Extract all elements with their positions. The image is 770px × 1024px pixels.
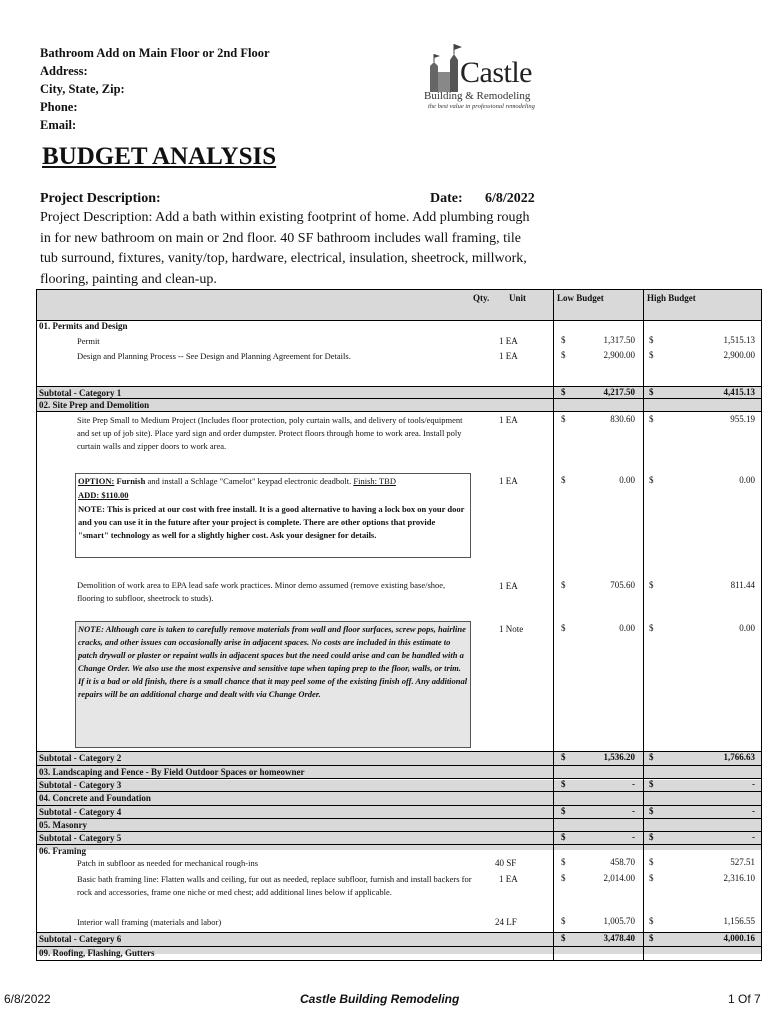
- currency-sign: $: [649, 933, 654, 943]
- col-divider-low: [553, 290, 554, 960]
- cat3-title: 03. Landscaping and Fence - By Field Outdoor Spaces or homeowner: [39, 767, 305, 777]
- header-email: Email:: [40, 118, 77, 132]
- cat9-title: 09. Roofing, Flashing, Gutters: [39, 948, 155, 958]
- currency-sign: $: [561, 779, 566, 789]
- cat2-item2-qty: 1 EA: [499, 581, 518, 591]
- cat2-option-low: 0.00: [619, 475, 635, 485]
- option-add: ADD: $110.00: [78, 490, 129, 500]
- currency-sign: $: [649, 335, 654, 345]
- project-description-label: Project Description:: [40, 191, 161, 206]
- cat2-option-qty: 1 EA: [499, 476, 518, 486]
- option-finish: Finish: TBD: [353, 476, 396, 486]
- cat2-subtotal-high: 1,766.63: [723, 752, 755, 762]
- cat1-item2-high: 2,900.00: [723, 350, 755, 360]
- currency-sign: $: [649, 752, 654, 762]
- header-phone: Phone:: [40, 100, 78, 114]
- budget-table: [36, 289, 762, 961]
- currency-sign: $: [649, 387, 654, 397]
- cat2-option-high: 0.00: [739, 475, 755, 485]
- currency-sign: $: [561, 387, 566, 397]
- cat2-item2-desc: Demolition of work area to EPA lead safe work practices. Minor demo assumed (remove existing base/shoe, flooring to subfloor, sheetrock to studs).: [77, 580, 446, 603]
- project-description-text: Project Description: Add a bath within existing footprint of home. Add plumbing rough in for new bathroom on main or 2nd floor. 40 SF bathroom includes wall framing, tile tub surround, fixtures, vanity/top, hardware, electrical, insulation, sheetrock, millwork, flooring, painting and clean-up.: [40, 210, 530, 287]
- currency-sign: $: [561, 580, 566, 590]
- logo-subtitle: Building & Remodeling: [424, 90, 531, 102]
- cat6-item1-desc: Patch in subfloor as needed for mechanical rough-ins: [77, 858, 259, 868]
- currency-sign: $: [561, 475, 566, 485]
- col-qty: Qty.: [473, 293, 490, 303]
- col-low-budget: Low Budget: [557, 293, 604, 303]
- cat2-title: 02. Site Prep and Demolition: [39, 400, 150, 410]
- cat1-item1-low: 1,317.50: [603, 335, 635, 345]
- cat1-item2-low: 2,900.00: [603, 350, 635, 360]
- option-text: and install a Schlage "Camelot" keypad electronic deadbolt.: [145, 476, 354, 486]
- cat2-item1-qty: 1 EA: [499, 415, 518, 425]
- rule: [37, 818, 761, 819]
- rule: [37, 320, 761, 321]
- company-logo: [420, 42, 550, 114]
- cat1-item1-qty: 1 EA: [499, 336, 518, 346]
- cat2-item2-low: 705.60: [610, 580, 635, 590]
- cat4-subtotal-label: Subtotal - Category 4: [39, 807, 122, 817]
- currency-sign: $: [561, 857, 566, 867]
- currency-sign: $: [561, 414, 566, 424]
- damage-note-box: [75, 621, 471, 748]
- cat2-note-qty: 1 Note: [499, 624, 524, 634]
- cat6-item2-high: 2,316.10: [723, 873, 755, 883]
- cat3-subtotal-low: -: [632, 779, 635, 789]
- currency-sign: $: [561, 335, 566, 345]
- cat2-note-low: 0.00: [619, 623, 635, 633]
- col-divider-high: [643, 290, 644, 960]
- col-high-budget: High Budget: [647, 293, 696, 303]
- currency-sign: $: [561, 832, 566, 842]
- footer-company: Castle Building Remodeling: [300, 992, 460, 1006]
- currency-sign: $: [561, 350, 566, 360]
- cat5-subtotal-high: -: [752, 832, 755, 842]
- currency-sign: $: [649, 857, 654, 867]
- currency-sign: $: [561, 806, 566, 816]
- option-furnish: Furnish: [116, 476, 146, 486]
- cat1-item1-high: 1,515.13: [723, 335, 755, 345]
- cat1-subtotal-label: Subtotal - Category 1: [39, 388, 122, 398]
- header-address: Address:: [40, 64, 88, 78]
- cat2-subtotal-low: 1,536.20: [603, 752, 635, 762]
- cat2-item2-high: 811.44: [730, 580, 755, 590]
- cat1-item1-desc: Permit: [77, 336, 100, 346]
- cat6-item1-high: 527.51: [730, 857, 755, 867]
- currency-sign: $: [561, 933, 566, 943]
- cat6-item3-low: 1,005.70: [603, 916, 635, 926]
- currency-sign: $: [649, 475, 654, 485]
- cat1-subtotal-high: 4,415.13: [723, 387, 755, 397]
- header-block: [40, 44, 270, 134]
- currency-sign: $: [649, 832, 654, 842]
- col-unit: Unit: [509, 293, 527, 303]
- currency-sign: $: [649, 779, 654, 789]
- option-deadbolt-box: [75, 473, 471, 558]
- cat2-item1-desc: Site Prep Small to Medium Project (Includes floor protection, poly curtain walls, and delivery of tools/equipment and set up of job site). Place yard sign and order dumpster. Protect floors through home to work area. Install poly curtain walls and zipper doors to work area.: [77, 415, 463, 451]
- cat6-subtotal-high: 4,000.16: [723, 933, 755, 943]
- date-label: Date:: [430, 191, 463, 206]
- currency-sign: $: [649, 916, 654, 926]
- rule: [37, 411, 761, 412]
- footer-date: 6/8/2022: [4, 992, 51, 1006]
- cat5-title: 05. Masonry: [39, 820, 87, 830]
- cat6-subtotal-low: 3,478.40: [603, 933, 635, 943]
- cat3-subtotal-label: Subtotal - Category 3: [39, 780, 122, 790]
- footer-page-number: 1 Of 7: [728, 992, 761, 1006]
- damage-note-text: NOTE: Although care is taken to carefully remove materials from wall and floor surfaces, screw pops, hairline cracks, and other issues can occasionally arise in adjacent spaces. No costs are included in this estimate to patch drywall or plaster or repaint walls in adjacent spaces but the need could arise and can be handled with a Change Order. We also use the most expensive and sensitive tape when taping prep to the floor, walls, or trim. If it is a bad or old finish, there is a small chance that it may peel some of the existing finish off. Any additional repairs will be an additional charge and dealt with via Change Order.: [78, 624, 468, 699]
- header-city: City, State, Zip:: [40, 82, 125, 96]
- cat6-item3-high: 1,156.55: [723, 916, 755, 926]
- cat6-item2-desc: Basic bath framing line: Flatten walls and ceiling, fur out as needed, replace subfloor, furnish and install backers for rock and accessories, frame one niche or med chest; add additional lines below if applicable.: [77, 874, 472, 897]
- currency-sign: $: [561, 752, 566, 762]
- castle-icon: [420, 42, 464, 94]
- cat6-subtotal-label: Subtotal - Category 6: [39, 934, 122, 944]
- option-line: [76, 474, 470, 489]
- currency-sign: $: [561, 873, 566, 883]
- cat1-title: 01. Permits and Design: [39, 321, 128, 331]
- cat2-item1-low: 830.60: [610, 414, 635, 424]
- rule: [37, 844, 761, 845]
- logo-name: Castle: [460, 56, 532, 89]
- cat1-item2-desc: Design and Planning Process -- See Design and Planning Agreement for Details.: [77, 351, 351, 361]
- currency-sign: $: [649, 580, 654, 590]
- cat2-note-high: 0.00: [739, 623, 755, 633]
- cat2-item1-high: 955.19: [730, 414, 755, 424]
- currency-sign: $: [561, 916, 566, 926]
- currency-sign: $: [649, 350, 654, 360]
- cat2-subtotal-label: Subtotal - Category 2: [39, 753, 122, 763]
- currency-sign: $: [561, 623, 566, 633]
- date-value: 6/8/2022: [485, 191, 535, 206]
- logo-tagline: the best value in professional remodeling: [428, 103, 535, 110]
- currency-sign: $: [649, 873, 654, 883]
- currency-sign: $: [649, 414, 654, 424]
- cat6-item3-desc: Interior wall framing (materials and labor): [77, 917, 222, 927]
- header-project-title: Bathroom Add on Main Floor or 2nd Floor: [40, 46, 270, 60]
- cat5-subtotal-low: -: [632, 832, 635, 842]
- cat5-subtotal-label: Subtotal - Category 5: [39, 833, 122, 843]
- cat6-title: 06. Framing: [39, 846, 86, 856]
- cat6-item2-low: 2,014.00: [603, 873, 635, 883]
- cat1-item2-qty: 1 EA: [499, 351, 518, 361]
- cat6-item1-qty: 40 SF: [495, 858, 517, 868]
- cat3-subtotal-high: -: [752, 779, 755, 789]
- cat1-subtotal-low: 4,217.50: [603, 387, 635, 397]
- currency-sign: $: [649, 806, 654, 816]
- cat6-item1-low: 458.70: [610, 857, 635, 867]
- currency-sign: $: [649, 623, 654, 633]
- cat4-subtotal-low: -: [632, 806, 635, 816]
- cat6-item2-qty: 1 EA: [499, 874, 518, 884]
- option-note: NOTE: This is priced at our cost with free install. It is a good alternative to having a lock box on your door and you can use it in the future after your project is complete. There are other options that provide "smart" technology as well for a slightly higher cost. Ask your designer for details.: [78, 504, 465, 540]
- cat4-title: 04. Concrete and Foundation: [39, 793, 151, 803]
- cat4-subtotal-high: -: [752, 806, 755, 816]
- cat6-item3-qty: 24 LF: [495, 917, 517, 927]
- page-title: BUDGET ANALYSIS: [42, 143, 277, 170]
- option-label: OPTION:: [78, 476, 115, 486]
